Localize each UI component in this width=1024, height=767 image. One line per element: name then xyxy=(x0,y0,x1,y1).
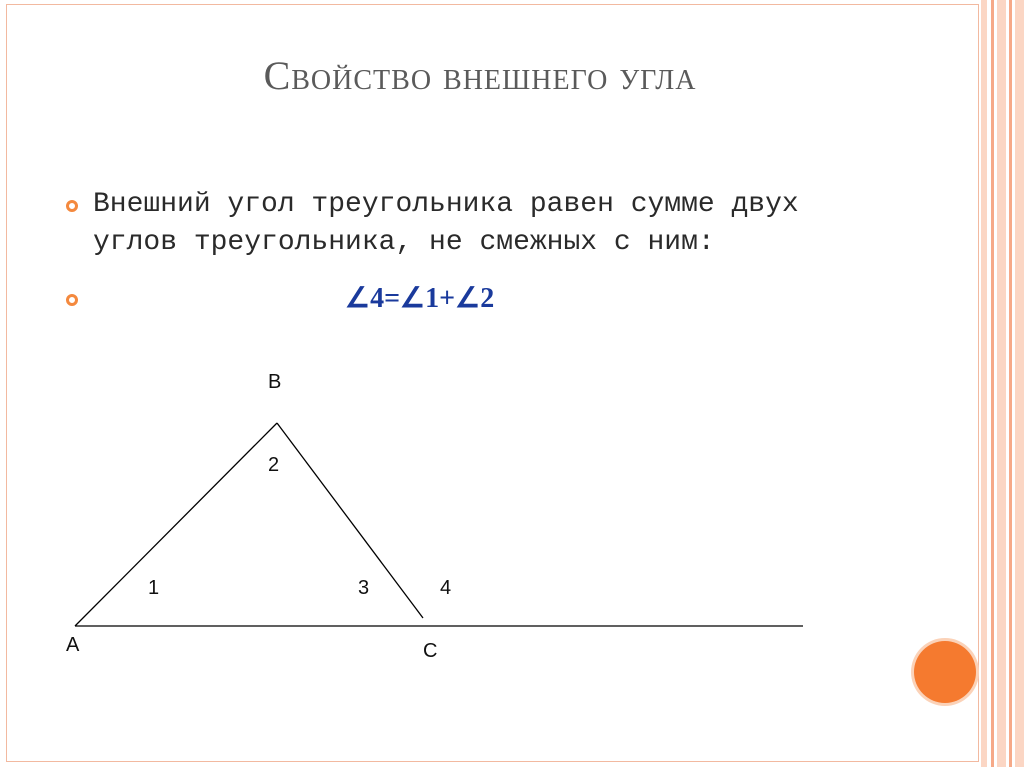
side-ab xyxy=(75,423,280,626)
angle-label-4: 4 xyxy=(440,577,452,599)
vertex-label-b: B xyxy=(268,371,282,393)
slide-title: Свойство внешнего угла xyxy=(263,53,697,98)
angle-label-2: 2 xyxy=(268,454,280,476)
bullet-text: Внешний угол треугольника равен сумме двух углов треугольника, не смежных с ним: xyxy=(93,189,799,258)
angle-label-3: 3 xyxy=(358,577,370,599)
vertex-label-c: C xyxy=(423,640,438,662)
formula: ∠4=∠1+∠2 xyxy=(345,283,495,314)
side-bc xyxy=(277,423,423,618)
decor-circle xyxy=(914,641,976,703)
angle-label-1: 1 xyxy=(148,577,160,599)
vertex-label-a: A xyxy=(66,634,80,656)
